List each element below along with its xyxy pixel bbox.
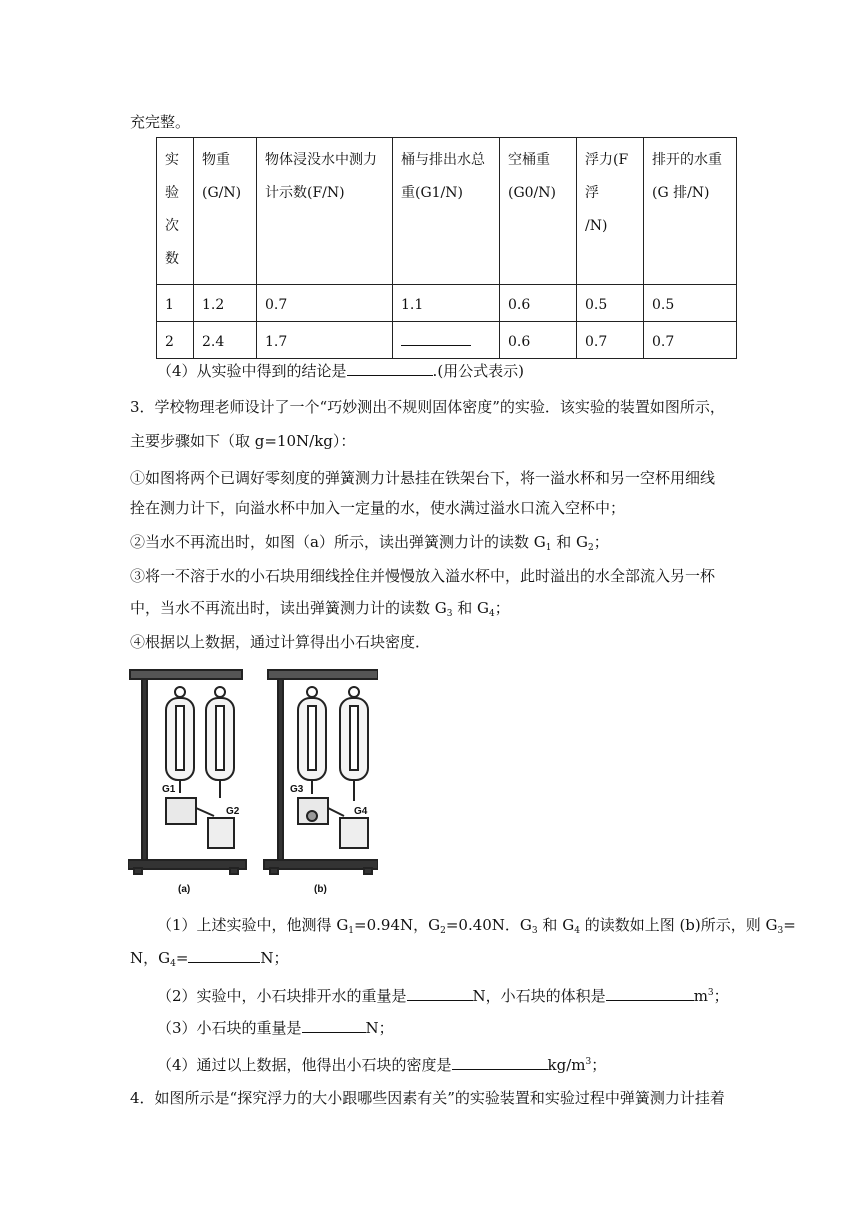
label-g3: G3 bbox=[290, 784, 304, 795]
label-a: (a) bbox=[178, 884, 191, 895]
label-b: (b) bbox=[314, 884, 327, 895]
table-row bbox=[157, 285, 737, 322]
answer-blank[interactable] bbox=[401, 331, 471, 346]
step-2: ②当水不再流出时，如图（a）所示，读出弹簧测力计的读数 $G_1$ 和 $G_2$； bbox=[130, 533, 609, 553]
label-g1: G1 bbox=[162, 784, 176, 795]
cell: 1.1 bbox=[393, 285, 500, 322]
h1: 物重 (G/N) bbox=[202, 152, 242, 201]
stone bbox=[307, 811, 317, 821]
h0: 实 验 次 数 bbox=[165, 152, 179, 267]
answer-blank[interactable] bbox=[407, 986, 473, 1001]
sub-q2: （2）实验中，小石块排开水的重量是 N，小石块的体积是 $m^3$； bbox=[157, 987, 729, 1005]
header-g-displaced bbox=[644, 138, 737, 285]
stand-base-b bbox=[264, 860, 378, 869]
cell: 0.5 bbox=[644, 285, 737, 322]
q3-line2: 主要步骤如下（取 g=10N/kg）： bbox=[130, 432, 356, 450]
answer-blank[interactable] bbox=[188, 948, 260, 963]
cell: 0.7 bbox=[577, 322, 644, 359]
answer-blank[interactable] bbox=[452, 1055, 548, 1070]
header-trial bbox=[157, 138, 194, 285]
cell: 1.2 bbox=[194, 285, 257, 322]
header-weight bbox=[194, 138, 257, 285]
stand-pole-a bbox=[142, 672, 147, 862]
overflow-cup-a bbox=[166, 798, 196, 824]
stand-bar-b bbox=[268, 670, 378, 679]
catch-cup-b bbox=[340, 818, 368, 848]
stand-bar-a bbox=[130, 670, 242, 679]
q3-line1: 3．学校物理老师设计了一个“巧妙测出不规则固体密度”的实验．该实验的装置如图所示， bbox=[130, 398, 725, 416]
h5: 浮力(F 浮 /N) bbox=[585, 152, 629, 234]
cell: 1.7 bbox=[257, 322, 393, 359]
cell: 0.6 bbox=[500, 285, 577, 322]
apparatus-figure bbox=[128, 668, 378, 898]
step-3b: 中，当水不再流出时，读出弹簧测力计的读数 $G_3$ 和 $G_4$； bbox=[130, 599, 510, 619]
h2: 物体浸没水中测力 计示数(F/N) bbox=[265, 152, 377, 201]
cell: 2.4 bbox=[194, 322, 257, 359]
sub-q1-line1: （1）上述实验中，他测得 $G_1=0.94N$，$G_2=0.40N$．$G_3$ 和 $G_4$ 的读数如上图 (b)所示，则 $G_3=$ bbox=[157, 916, 796, 936]
answer-blank[interactable] bbox=[347, 361, 433, 376]
experiment-table bbox=[156, 137, 737, 359]
q4-text: 4．如图所示是“探究浮力的大小跟哪些因素有关”的实验装置和实验过程中弹簧测力计挂着 bbox=[130, 1089, 725, 1107]
answer-blank-cell[interactable] bbox=[393, 322, 500, 359]
answer-blank[interactable] bbox=[606, 986, 694, 1001]
cell: 0.6 bbox=[500, 322, 577, 359]
cell: 0.7 bbox=[644, 322, 737, 359]
label-g4: G4 bbox=[354, 806, 368, 817]
header-g1 bbox=[393, 138, 500, 285]
cell: 1 bbox=[157, 285, 194, 322]
h3: 桶与排出水总 重(G1/N) bbox=[401, 152, 485, 201]
step-1a: ①如图将两个已调好零刻度的弹簧测力计悬挂在铁架台下，将一溢水杯和另一空杯用细线 bbox=[130, 469, 716, 487]
h6: 排开的水重 (G 排/N) bbox=[652, 152, 722, 201]
step-3a: ③将一不溶于水的小石块用细线拴住并慢慢放入溢水杯中，此时溢出的水全部流入另一杯 bbox=[130, 567, 716, 585]
catch-cup-a bbox=[208, 818, 234, 848]
intro-text: 充完整。 bbox=[130, 113, 191, 131]
h4: 空桶重 (G0/N) bbox=[508, 152, 556, 201]
cell: 0.5 bbox=[577, 285, 644, 322]
stand-pole-b bbox=[278, 672, 283, 862]
step-1b: 拴在测力计下，向溢水杯中加入一定量的水，使水满过溢水口流入空杯中； bbox=[130, 499, 626, 517]
answer-blank[interactable] bbox=[302, 1018, 366, 1033]
step-4: ④根据以上数据，通过计算得出小石块密度． bbox=[130, 633, 431, 651]
sub-q1-line2: N，$G_4= N$； bbox=[130, 949, 289, 969]
label-g2: G2 bbox=[226, 806, 240, 817]
header-buoyancy bbox=[577, 138, 644, 285]
cell: 2 bbox=[157, 322, 194, 359]
header-f bbox=[257, 138, 393, 285]
q2-part4: （4）从实验中得到的结论是 .(用公式表示) bbox=[157, 362, 525, 380]
sub-q3: （3）小石块的重量是 N； bbox=[157, 1019, 394, 1037]
table-row bbox=[157, 322, 737, 359]
stand-base-a bbox=[128, 860, 246, 869]
cell: 0.7 bbox=[257, 285, 393, 322]
sub-q4: （4）通过以上数据，他得出小石块的密度是 $kg/m^3$； bbox=[157, 1056, 607, 1074]
header-g0 bbox=[500, 138, 577, 285]
